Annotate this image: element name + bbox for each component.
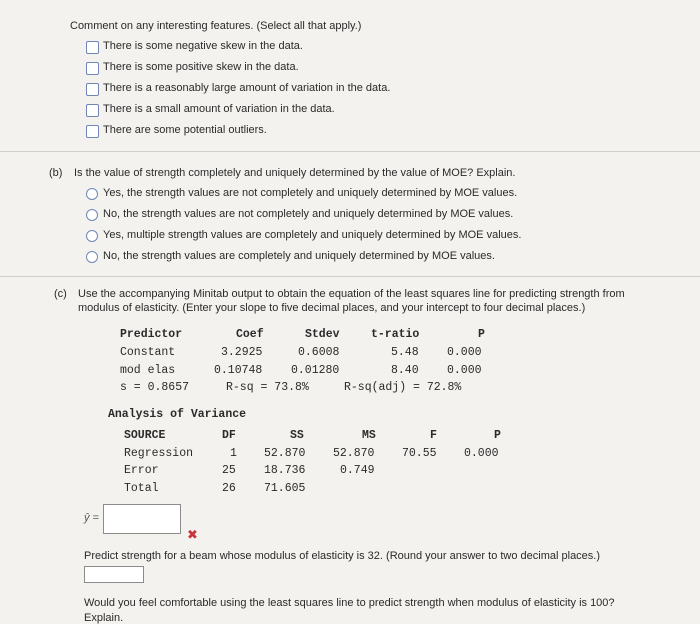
option-negative-skew[interactable]: There is some negative skew in the data. <box>103 40 303 52</box>
part-b-prompt: Is the value of strength completely and uniquely determined by the value of MOE? Explain. <box>74 167 516 179</box>
anova-error-source: Error <box>124 464 159 477</box>
anova-regression-p: 0.000 <box>464 447 499 460</box>
col-predictor: Predictor <box>120 328 183 341</box>
col-coef: Coef <box>236 328 264 341</box>
option-positive-skew[interactable]: There is some positive skew in the data. <box>103 61 299 73</box>
anova-regression-ss: 52.870 <box>264 447 306 460</box>
anova-error-ms: 0.749 <box>340 464 375 477</box>
section-divider <box>0 276 700 277</box>
explain-label: Explain. <box>84 612 124 624</box>
anova-col-source: SOURCE <box>124 429 166 442</box>
anova-regression-ms: 52.870 <box>333 447 375 460</box>
rsq-value: R-sq = 73.8% <box>226 381 309 394</box>
radio-b-option-1[interactable] <box>86 188 98 200</box>
option-b-1[interactable]: Yes, the strength values are not completely and uniquely determined by MOE values. <box>103 187 518 199</box>
option-b-4[interactable]: No, the strength values are completely and uniquely determined by MOE values. <box>103 250 495 262</box>
checkbox-negative-skew[interactable] <box>86 41 99 54</box>
anova-col-df: DF <box>222 429 236 442</box>
anova-total-ss: 71.605 <box>264 482 306 495</box>
s-value: s = 0.8657 <box>120 381 190 394</box>
anova-col-ms: MS <box>362 429 376 442</box>
checkbox-outliers[interactable] <box>86 125 99 138</box>
anova-col-f: F <box>430 429 437 442</box>
row-constant-predictor: Constant <box>120 346 176 359</box>
part-c-prompt-line2: modulus of elasticity. (Enter your slope to five decimal places, and your intercept to four decimal places.) <box>78 302 586 314</box>
col-tratio: t-ratio <box>371 328 420 341</box>
radio-b-option-3[interactable] <box>86 230 98 242</box>
anova-regression-source: Regression <box>124 447 194 460</box>
option-large-variation[interactable]: There is a reasonably large amount of variation in the data. <box>103 82 391 94</box>
predict-prompt: Predict strength for a beam whose modulus of elasticity is 32. (Round your answer to two decimal places.) <box>84 550 601 562</box>
row-modelas-tratio: 8.40 <box>391 364 419 377</box>
row-modelas-stdev: 0.01280 <box>291 364 340 377</box>
col-stdev: Stdev <box>305 328 340 341</box>
anova-total-df: 26 <box>222 482 236 495</box>
anova-total-source: Total <box>124 482 159 495</box>
anova-regression-f: 70.55 <box>402 447 437 460</box>
row-modelas-coef: 0.10748 <box>214 364 263 377</box>
col-p: P <box>478 328 485 341</box>
part-a-prompt: Comment on any interesting features. (Select all that apply.) <box>70 20 362 32</box>
checkbox-small-variation[interactable] <box>86 104 99 117</box>
yhat-label: ŷ = <box>84 512 99 524</box>
part-b-label: (b) <box>49 167 63 179</box>
anova-col-p: P <box>494 429 501 442</box>
checkbox-large-variation[interactable] <box>86 83 99 96</box>
row-constant-p: 0.000 <box>447 346 482 359</box>
anova-col-ss: SS <box>290 429 304 442</box>
part-c-label: (c) <box>54 288 67 300</box>
predict-input[interactable] <box>84 566 144 583</box>
incorrect-icon: ✖ <box>187 527 198 542</box>
anova-regression-df: 1 <box>230 447 237 460</box>
comfortable-prompt: Would you feel comfortable using the least squares line to predict strength when modulus of elasticity is 100? <box>84 597 615 609</box>
anova-title: Analysis of Variance <box>108 408 247 421</box>
checkbox-positive-skew[interactable] <box>86 62 99 75</box>
rsq-adj-value: R-sq(adj) = 72.8% <box>344 381 462 394</box>
anova-error-ss: 18.736 <box>264 464 306 477</box>
row-constant-stdev: 0.6008 <box>298 346 340 359</box>
radio-b-option-2[interactable] <box>86 209 98 221</box>
row-constant-coef: 3.2925 <box>221 346 263 359</box>
option-small-variation[interactable]: There is a small amount of variation in the data. <box>103 103 335 115</box>
part-c-prompt-line1: Use the accompanying Minitab output to obtain the equation of the least squares line for predicting strength from <box>78 288 625 300</box>
option-b-3[interactable]: Yes, multiple strength values are completely and uniquely determined by MOE values. <box>103 229 522 241</box>
anova-error-df: 25 <box>222 464 236 477</box>
row-modelas-p: 0.000 <box>447 364 482 377</box>
option-outliers[interactable]: There are some potential outliers. <box>103 124 267 136</box>
row-constant-tratio: 5.48 <box>391 346 419 359</box>
option-b-2[interactable]: No, the strength values are not completely and uniquely determined by MOE values. <box>103 208 514 220</box>
yhat-input[interactable] <box>103 504 181 534</box>
row-modelas-predictor: mod elas <box>120 364 176 377</box>
radio-b-option-4[interactable] <box>86 251 98 263</box>
section-divider <box>0 151 700 152</box>
